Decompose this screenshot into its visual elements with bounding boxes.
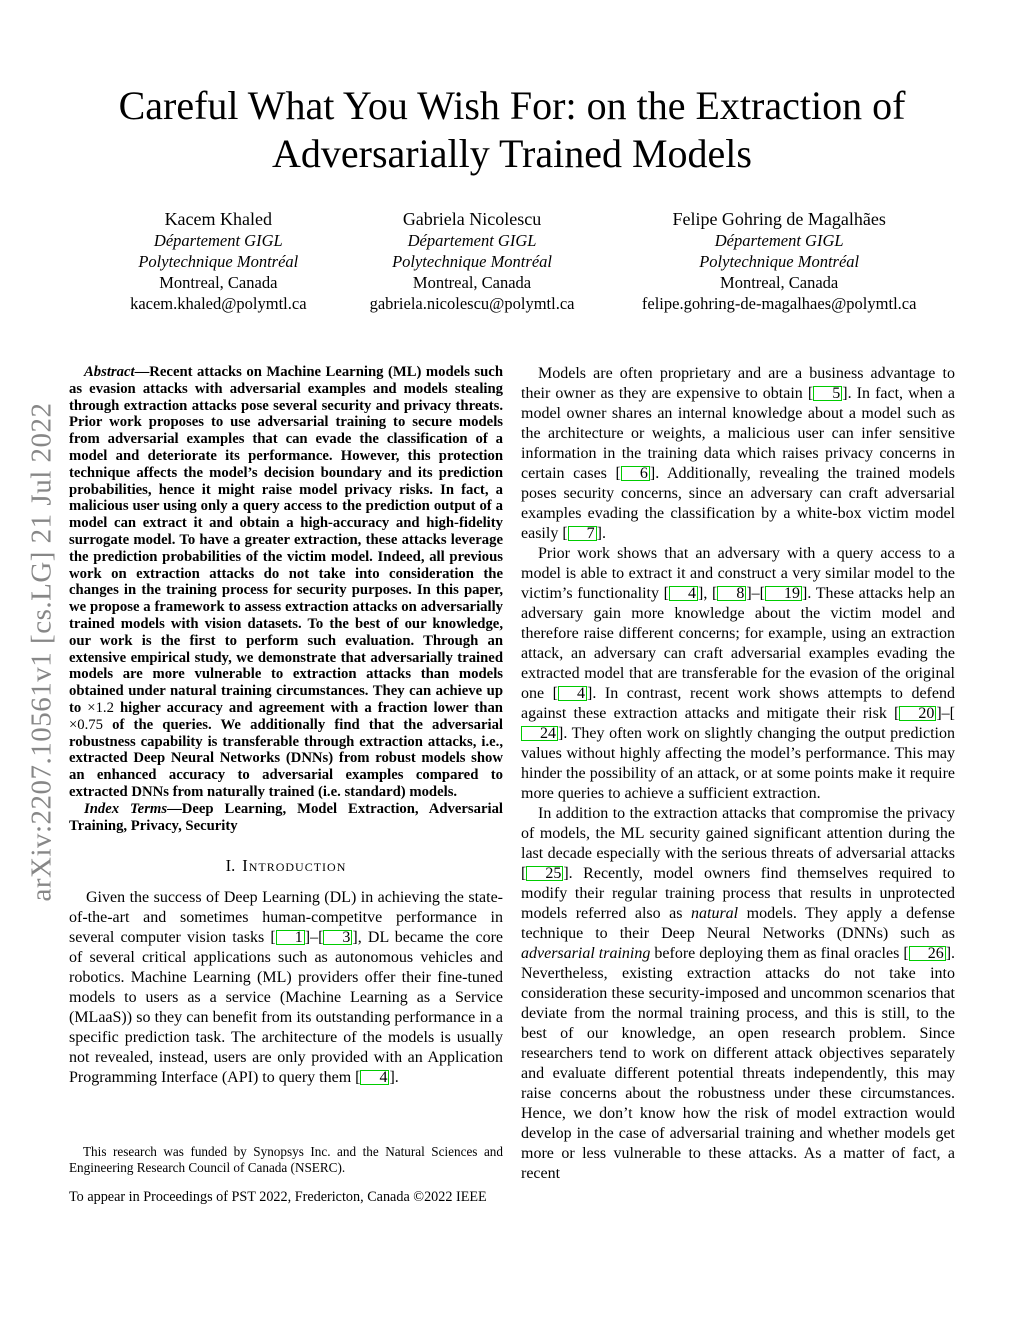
funding-footnote: This research was funded by Synopsys Inc. and the Natural Sciences and Engineering Research Council of Canada (NSERC).: [69, 1144, 503, 1175]
author-department: Département GIGL: [407, 231, 537, 250]
citation-link[interactable]: 4: [669, 586, 698, 601]
two-column-body: [0, 364, 1024, 1206]
author-location: Montreal, Canada: [412, 273, 532, 292]
author-name: Felipe Gohring de Magalhães: [672, 209, 886, 229]
section-title: Introduction: [242, 856, 347, 876]
citation-link[interactable]: 25: [526, 866, 563, 881]
citation-link[interactable]: 8: [717, 586, 746, 601]
author-department: Département GIGL: [714, 231, 844, 250]
index-terms-text: —Deep Learning, Model Extraction, Adversarial Training, Privacy, Security: [69, 800, 503, 834]
citation-link[interactable]: 26: [909, 946, 946, 961]
author-email: kacem.khaled@polymtl.ca: [130, 294, 307, 313]
citation-link[interactable]: 24: [521, 726, 558, 741]
paper-header: [0, 0, 1024, 314]
author-institution: Polytechnique Montréal: [392, 252, 552, 271]
citation-link[interactable]: 7: [568, 526, 597, 541]
citation-link[interactable]: 4: [360, 1070, 389, 1085]
arxiv-watermark: arXiv:2207.10561v1 [cs.LG] 21 Jul 2022: [25, 402, 58, 902]
author-email: gabriela.nicolescu@polymtl.ca: [369, 294, 575, 313]
author-2: [370, 209, 575, 314]
author-institution: Polytechnique Montréal: [138, 252, 299, 271]
citation-link[interactable]: 1: [276, 930, 305, 945]
citation-link[interactable]: 20: [899, 706, 936, 721]
right-column: [521, 364, 955, 1206]
left-column: [69, 364, 503, 1206]
abstract: [69, 364, 503, 801]
abstract-text: —Recent attacks on Machine Learning (ML) models such as evasion attacks with adversarial examples and models stealing through extraction attacks pose several security and privacy threats. Prior work proposes to use adversarial training to secure models from adversarial examples that can evade the classification of a model and deteriorate its performance. However, this protection technique affects the model’s decision boundary and its prediction probabilities, hence it might raise model privacy risks. In fact, a malicious user using only a query access to the prediction output of a model can extract it and obtain a high-accuracy and high-fidelity surrogate model. To have a greater extraction, these attacks leverage the prediction probabilities of the victim model. Indeed, all previous work on extraction attacks do not take into consideration the changes in the training process for security purposes. In this paper, we propose a framework to assess extraction attacks on adversarially trained models with vision datasets. To the best of our knowledge, our work is the first to perform such evaluation. Through an extensive empirical study, we demonstrate that adversarially trained models are more vulnerable to extraction attacks than models obtained under natural training circumstances. They can achieve up to ×1.2 higher accuracy and agreement with a fraction lower than ×0.75 of the queries. We additionally find that the adversarial robustness capability is transferable through extraction attacks, i.e., extracted Deep Neural Networks (DNNs) from robust models show an enhanced accuracy to adversarial examples compared to extracted DNNs from naturally trained (i.e. standard) models.: [69, 364, 503, 800]
section-number: I.: [225, 856, 236, 876]
intro-paragraph: Given the success of Deep Learning (DL) in achieving the state-of-the-art and sometimes human-competitve performance in several computer vision tasks [ 1 ]–[ 3 ], DL became the core of several critical applications such as autonomous vehicles and robotics. Machine Learning (ML) providers offer their fine-tuned models to users as a service (Machine Learning as a Service (MLaaS)) so they can benefit from its outstanding performance in a specific prediction task. The architecture of the models is usually not revealed, instead, users are only provided with an Application Programming Interface (API) to query them [ 4 ].: [69, 889, 503, 1087]
citation-link[interactable]: 4: [558, 686, 587, 701]
index-terms-label: Index Terms: [84, 800, 168, 817]
author-location: Montreal, Canada: [159, 273, 278, 292]
author-name: Gabriela Nicolescu: [402, 209, 542, 229]
body-paragraph: In addition to the extraction attacks that compromise the privacy of models, the ML security gained significant attention during the last decade especially with the serious threats of adversarial attacks [ 25 ]. Recently, model owners find themselves required to modify their regular training process that results in unprotected models referred also as natural models. They apply a defense technique to their Deep Neural Networks (DNNs) such as adversarial training before deploying them as final oracles [ 26 ]. Nevertheless, existing extraction attacks do not take into consideration these security-imposed and uncommon scenarios that deviate from the normal training process, and this is still, to the best of our knowledge, an open research problem. Since researchers tend to work on different attack objectives separately and evaluate different potential threats independently, this may raise concerns about the robustness under these circumstances. Hence, we don’t know how the risk of model extraction would develop in the case of adversarial training and whether models get more or less vulnerable to these attacks. As a matter of fact, a recent: [521, 805, 955, 1182]
section-heading-introduction: [69, 856, 503, 876]
author-block: [67, 209, 957, 314]
citation-link[interactable]: 5: [813, 386, 842, 401]
body-paragraph: Prior work shows that an adversary with a query access to a model is able to extract it and construct a very similar model to the victim’s functionality [ 4 ], [ 8 ]–[ 19 ]. These attacks help an adversary gain more knowledge about the victim model and therefore raise different concerns; for example, using an extraction attack, an adversary can craft adversarial examples evading the extracted model that are transferable for the evasion of the original one [ 4 ]. In contrast, recent work shows attempts to defend against these extraction attacks and mitigate their risk [ 20 ]–[24 ]. They often work on slightly changing the output prediction values without highly affecting the model’s performance. This may hinder the possibility of an attack, or at some points make it require more queries to achieve a sufficient extraction.: [521, 545, 955, 802]
body-paragraph: Models are often proprietary and are a business advantage to their owner as they are expensive to obtain [ 5 ]. In fact, when a model owner shares an internal knowledge about a model such as the architecture or weights, a malicious user can infer sensitive information in the training data which raises privacy concerns in certain cases [ 6 ]. Additionally, revealing the trained models poses security concerns, since an adversary can craft adversarial examples evading the classification by a white-box victim model easily [ 7 ].: [521, 365, 955, 542]
citation-link[interactable]: 6: [621, 466, 650, 481]
venue-footnote: To appear in Proceedings of PST 2022, Fredericton, Canada ©2022 IEEE: [69, 1189, 487, 1205]
index-terms: [69, 801, 503, 835]
author-3: [574, 209, 983, 314]
author-department: Département GIGL: [153, 231, 283, 250]
author-1: [67, 209, 370, 314]
citation-link[interactable]: 19: [765, 586, 802, 601]
author-name: Kacem Khaled: [164, 209, 273, 229]
author-institution: Polytechnique Montréal: [699, 252, 860, 271]
abstract-label: Abstract: [84, 364, 135, 380]
author-email: felipe.gohring-de-magalhaes@polymtl.ca: [641, 294, 917, 313]
author-location: Montreal, Canada: [720, 273, 839, 292]
footnote-block: [69, 1132, 503, 1206]
paper-title: Careful What You Wish For: on the Extraction of Adversarially Trained Models: [118, 83, 906, 176]
citation-link[interactable]: 3: [323, 930, 352, 945]
